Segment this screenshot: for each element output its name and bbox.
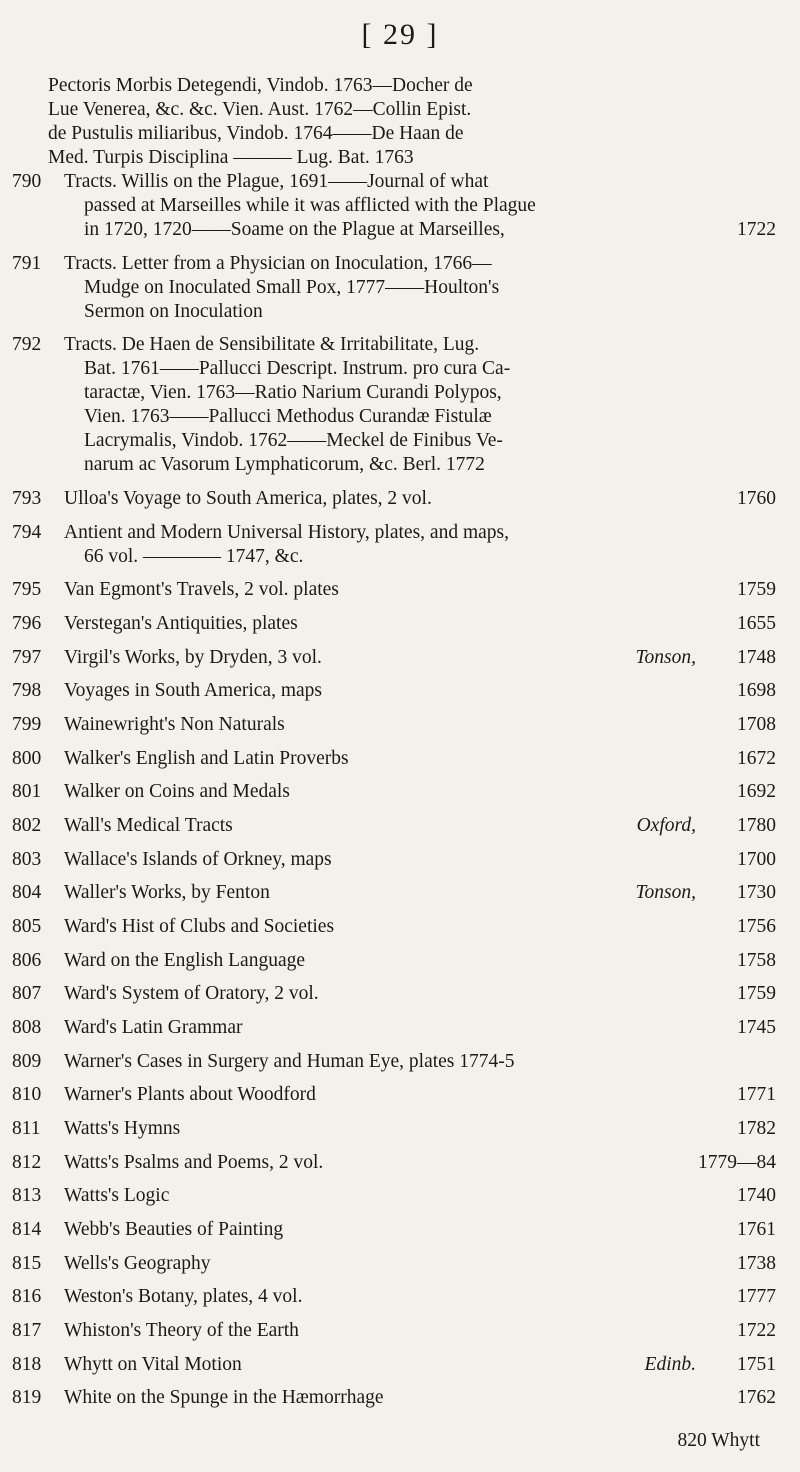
entry-text — [64, 578, 788, 602]
entry-number: 804 — [12, 882, 42, 903]
entry-text — [64, 1218, 788, 1242]
entry-number: 795 — [12, 579, 42, 600]
entry-year: 1771 — [737, 1084, 776, 1105]
catalogue-entry — [12, 1218, 788, 1242]
entry-year: 1722 — [737, 219, 776, 240]
entry-number: 801 — [12, 781, 42, 802]
catalogue-entry — [12, 848, 788, 872]
entry-year: 1730 — [737, 882, 776, 903]
catalogue-entry — [12, 1184, 788, 1208]
entry-place: Tonson, — [635, 882, 696, 903]
catalogue-entry — [12, 1050, 788, 1074]
catalogue-entry — [12, 1386, 788, 1410]
catalogue-entry — [12, 881, 788, 905]
entry-year: 1759 — [737, 579, 776, 600]
entry-year: 1700 — [737, 849, 776, 870]
entry-text — [64, 612, 788, 636]
entry-number: 807 — [12, 983, 42, 1004]
entry-text — [64, 1285, 788, 1309]
entry-line: taractæ, Vien. 1763—Ratio Narium Curandi Polypos, — [84, 382, 502, 403]
entry-line: Voyages in South America, maps — [64, 680, 322, 701]
entry-year: 1756 — [737, 916, 776, 937]
entry-line: Weston's Botany, plates, 4 vol. — [64, 1286, 303, 1307]
intro-line: Pectoris Morbis Detegendi, Vindob. 1763—Docher de — [48, 75, 473, 96]
entry-year: 1758 — [737, 950, 776, 971]
catalogue-entry — [12, 982, 788, 1006]
entry-number: 817 — [12, 1320, 42, 1341]
entry-year: 1698 — [737, 680, 776, 701]
entry-number: 792 — [12, 334, 42, 355]
catalogue-entry — [12, 521, 788, 569]
entry-line: Ward's Latin Grammar — [64, 1017, 243, 1038]
entry-text — [64, 333, 788, 477]
entry-line: Webb's Beauties of Painting — [64, 1219, 284, 1240]
entry-line: Lacrymalis, Vindob. 1762——Meckel de Finibus Ve- — [84, 430, 503, 451]
entry-year: 1722 — [737, 1320, 776, 1341]
entry-text — [64, 679, 788, 703]
entry-text — [64, 487, 788, 511]
entry-number: 798 — [12, 680, 42, 701]
entry-number: 811 — [12, 1118, 41, 1139]
entry-year: 1738 — [737, 1253, 776, 1274]
entry-number: 794 — [12, 522, 42, 543]
entry-text — [64, 1117, 788, 1141]
entry-text — [64, 1319, 788, 1343]
entry-number: 802 — [12, 815, 42, 836]
entry-text — [64, 1016, 788, 1040]
entry-number: 818 — [12, 1354, 42, 1375]
entry-place: Oxford, — [636, 815, 696, 836]
catalogue-entry — [12, 1252, 788, 1276]
entry-line: Wall's Medical Tracts — [64, 815, 233, 836]
entry-line: Warner's Cases in Surgery and Human Eye, plates 1774-5 — [64, 1051, 515, 1072]
entry-number: 790 — [12, 171, 42, 192]
entry-number: 799 — [12, 714, 42, 735]
entry-line: Bat. 1761——Pallucci Descript. Instrum. pro cura Ca- — [84, 358, 511, 379]
entry-number: 814 — [12, 1219, 42, 1240]
entry-year: 1708 — [737, 714, 776, 735]
catalogue-entry — [12, 780, 788, 804]
entry-text — [64, 521, 788, 569]
entry-line: Ward's System of Oratory, 2 vol. — [64, 983, 319, 1004]
entry-number: 803 — [12, 849, 42, 870]
entry-year: 1762 — [737, 1387, 776, 1408]
entry-text — [64, 747, 788, 771]
entry-number: 816 — [12, 1286, 42, 1307]
entry-text — [64, 982, 788, 1006]
entry-line: Van Egmont's Travels, 2 vol. plates — [64, 579, 339, 600]
entry-line: Wallace's Islands of Orkney, maps — [64, 849, 332, 870]
entry-text — [64, 949, 788, 973]
catalogue-entry — [12, 1117, 788, 1141]
catalogue-entry — [12, 333, 788, 477]
page-number: [ 29 ] — [361, 18, 439, 51]
entry-line: Mudge on Inoculated Small Pox, 1777——Houlton's — [84, 277, 500, 298]
catalogue-entry — [12, 487, 788, 511]
entry-line: in 1720, 1720——Soame on the Plague at Marseilles, — [84, 219, 505, 240]
entry-line: 66 vol. ———— 1747, &c. — [84, 546, 304, 567]
entry-number: 810 — [12, 1084, 42, 1105]
entry-year: 1780 — [737, 815, 776, 836]
entry-year: 1761 — [737, 1219, 776, 1240]
entry-line: Whiston's Theory of the Earth — [64, 1320, 299, 1341]
entry-year: 1782 — [737, 1118, 776, 1139]
catchword: 820 Whytt — [677, 1430, 760, 1451]
entry-year: 1692 — [737, 781, 776, 802]
entry-text — [64, 780, 788, 804]
catalogue-entry — [12, 252, 788, 324]
entry-year: 1672 — [737, 748, 776, 769]
entry-text — [64, 848, 788, 872]
entry-line: Walker on Coins and Medals — [64, 781, 290, 802]
entry-line: Virgil's Works, by Dryden, 3 vol. — [64, 647, 322, 668]
entry-line: Watts's Hymns — [64, 1118, 181, 1139]
entry-line: Verstegan's Antiquities, plates — [64, 613, 298, 634]
entry-number: 805 — [12, 916, 42, 937]
catalogue-entry — [12, 1083, 788, 1107]
catalogue-entry — [12, 949, 788, 973]
entry-year: 1740 — [737, 1185, 776, 1206]
entry-number: 819 — [12, 1387, 42, 1408]
entry-line: Wells's Geography — [64, 1253, 211, 1274]
entry-place: Edinb. — [644, 1354, 696, 1375]
intro-line: Lue Venerea, &c. &c. Vien. Aust. 1762—Collin Epist. — [48, 99, 472, 120]
entry-text — [64, 170, 788, 242]
intro-line: Med. Turpis Disciplina ——— Lug. Bat. 1763 — [48, 147, 414, 168]
entry-line: Walker's English and Latin Proverbs — [64, 748, 349, 769]
entry-place: Tonson, — [635, 647, 696, 668]
entry-line: Tracts. Letter from a Physician on Inoculation, 1766— — [64, 253, 492, 274]
entry-text — [64, 1386, 788, 1410]
entry-line: Watts's Psalms and Poems, 2 vol. — [64, 1152, 324, 1173]
entry-text — [64, 252, 788, 324]
catalogue-entry — [12, 1319, 788, 1343]
entry-year: 1759 — [737, 983, 776, 1004]
entry-line: passed at Marseilles while it was afflicted with the Plague — [84, 195, 536, 216]
entry-number: 791 — [12, 253, 42, 274]
entry-number: 812 — [12, 1152, 42, 1173]
entry-year: 1748 — [737, 647, 776, 668]
catalogue-entry — [12, 1353, 788, 1377]
entry-line: Tracts. De Haen de Sensibilitate & Irritabilitate, Lug. — [64, 334, 480, 355]
entry-line: Antient and Modern Universal History, plates, and maps, — [64, 522, 509, 543]
catalogue-entry — [12, 915, 788, 939]
entry-line: Whytt on Vital Motion — [64, 1354, 242, 1375]
entry-text — [64, 1050, 788, 1074]
intro-line: de Pustulis miliaribus, Vindob. 1764——De Haan de — [48, 123, 464, 144]
entry-year: 1655 — [737, 613, 776, 634]
entry-line: White on the Spunge in the Hæmorrhage — [64, 1387, 384, 1408]
entry-number: 793 — [12, 488, 42, 509]
catalogue-entry — [12, 679, 788, 703]
catalogue-entry — [12, 1016, 788, 1040]
entry-year: 1760 — [737, 488, 776, 509]
entry-line: Warner's Plants about Woodford — [64, 1084, 316, 1105]
catalogue-entry — [12, 747, 788, 771]
catalogue-entry — [12, 646, 788, 670]
catalogue-entry — [12, 612, 788, 636]
entry-number: 813 — [12, 1185, 42, 1206]
entry-year: 1751 — [737, 1354, 776, 1375]
catalogue-entry — [12, 1151, 788, 1175]
entry-line: Watts's Logic — [64, 1185, 170, 1206]
entry-line: Ward on the English Language — [64, 950, 306, 971]
entry-text — [64, 1252, 788, 1276]
entry-year: 1777 — [737, 1286, 776, 1307]
catalogue-entry — [12, 1285, 788, 1309]
entry-text — [64, 1151, 788, 1175]
entry-year: 1779—84 — [698, 1152, 776, 1173]
entry-number: 796 — [12, 613, 42, 634]
entry-line: Tracts. Willis on the Plague, 1691——Journal of what — [64, 171, 489, 192]
entry-text — [64, 1083, 788, 1107]
entry-line: Vien. 1763——Pallucci Methodus Curandæ Fistulæ — [84, 406, 492, 427]
entry-number: 800 — [12, 748, 42, 769]
entry-number: 815 — [12, 1253, 42, 1274]
catalogue-entry — [12, 814, 788, 838]
catalogue-entry — [12, 170, 788, 242]
entry-line: Ward's Hist of Clubs and Societies — [64, 916, 335, 937]
entry-line: Waller's Works, by Fenton — [64, 882, 270, 903]
entry-text — [64, 915, 788, 939]
entry-text — [64, 713, 788, 737]
entry-year: 1745 — [737, 1017, 776, 1038]
catalogue-entry — [12, 713, 788, 737]
entry-number: 809 — [12, 1051, 42, 1072]
entry-line: narum ac Vasorum Lymphaticorum, &c. Berl. 1772 — [84, 454, 485, 475]
entry-number: 808 — [12, 1017, 42, 1038]
entry-line: Ulloa's Voyage to South America, plates, 2 vol. — [64, 488, 432, 509]
entry-text — [64, 1184, 788, 1208]
entry-line: Sermon on Inoculation — [84, 301, 263, 322]
catalogue-entry — [12, 578, 788, 602]
intro-continuation — [48, 74, 778, 170]
entry-line: Wainewright's Non Naturals — [64, 714, 285, 735]
entry-number: 806 — [12, 950, 42, 971]
entry-number: 797 — [12, 647, 42, 668]
